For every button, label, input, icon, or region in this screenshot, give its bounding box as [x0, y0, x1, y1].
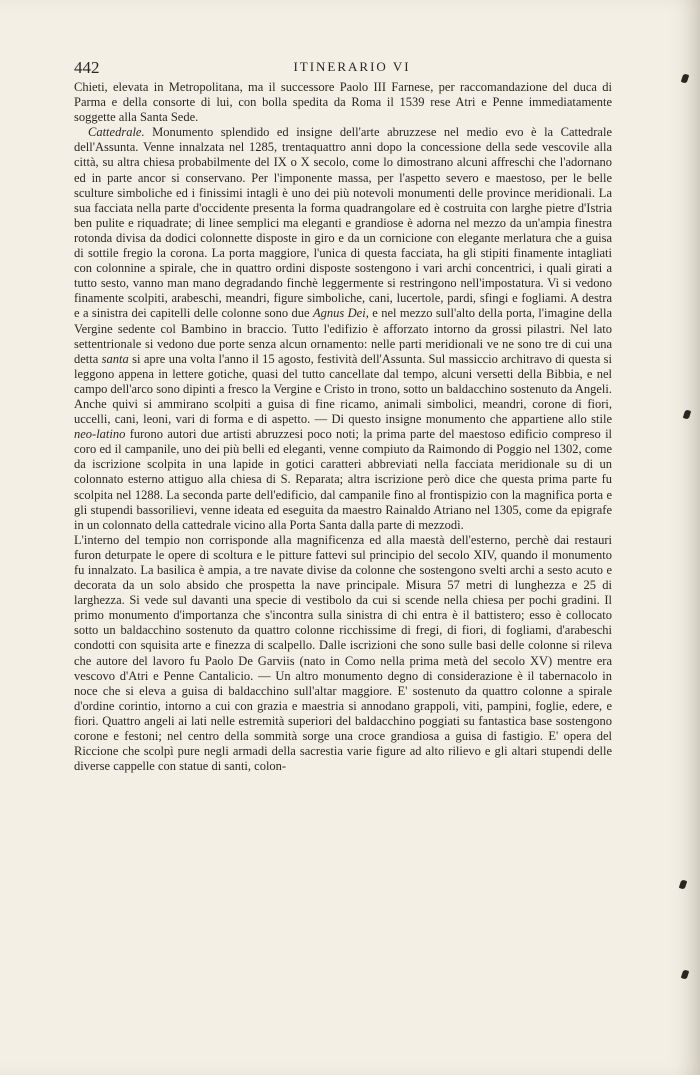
- paragraph-interno: L'interno del tempio non corrisponde alla magnificenza ed alla maestà dell'esterno, perchè dai restauri furon deturpate le opere di scoltura e le pitture fattevi sul principio del secolo XIV, quando il monumento fu innalzato. La basilica è ampia, a tre navate divise da colonne che sostengono svelti archi a sesto acuto e decorata da un solo absido che prospetta la nave principale. Misura 57 metri di lunghezza e 25 di larghezza. Si vede sul davanti una specie di vestibolo da cui si scende nella chiesa per pochi gradini. Il primo monumento d'importanza che s'incontra sulla sinistra di chi entra è il battistero; esso è collocato sotto un baldacchino sostenuto da quattro colonne ricchissime di fregi, di fiori, di fogliami, d'arabeschi condotti con squisita arte e finezza di scalpello. Dalle iscrizioni che sono sulle basi delle colonne si rileva che autore del lavoro fu Paolo De Garviis (nato in Como nella prima metà del secolo XV) mentre era vescovo d'Atri e Penne Cantalicio. — Un altro monumento degno di considerazione è il tabernacolo in noce che si eleva a guisa di baldacchino sull'altar maggiore. E' sostenuto da quattro colonne a spirale d'ordine corintio, intorno a cui con grazia e maestria si annodano grappoli, viti, pampini, foglie, edere, e fiori. Quattro angeli ai lati nelle estremità superiori del baldacchino poggiati su fantastica base sostengono corone e festoni; nel centro della sommità sorge una croce grandiosa a guisa di fastigio. E' opera del Riccione che scolpì pure negli armadi della sacrestia varie figure ad alto rilievo e gli altari stupendi delle diverse cappelle con statue di santi, colon-: [74, 532, 612, 774]
- agnus-dei-term: Agnus Dei,: [312, 306, 369, 321]
- margin-ink-mark: [681, 969, 689, 979]
- paragraph-intro: Chieti, elevata in Metropolitana, ma il successore Paolo III Farnese, per raccomandazione del duca di Parma e della consorte di lui, con bolla spedita da Roma il 1539 rese Atri e Penne immediatamente soggette alla Santa Sede.: [74, 80, 612, 125]
- page-number: 442: [74, 58, 100, 77]
- paragraph-cattedrale-text-a: Monumento splendido ed insigne dell'arte abruzzese nel medio evo è la Cattedrale dell'Assunta. Venne innalzata nel 1285, trentaquattro anni dopo la concessione della sede vescovile alla città, su altra chiesa probabilmente del IX o X secolo, come lo dimostrano alcuni affreschi che l'adornano ed in parte ancor si conservano. Per l'imponente massa, per l'aspetto severo e maestoso, per le belle sculture simboliche ed i finissimi intagli è uno dei più notevoli monumenti delle province meridionali. La sua facciata nella parte d'occidente presenta la forma quadrangolare ed è costruita con larghe pietre d'Istria ben pulite e riquadrate; di linee semplici ma eleganti e grandiose è adorna nel mezzo da un'ampia finestra rotonda divisa da dodici colonnette disposte in giro e da un cornicione con elegante merlatura che a guisa di sottile fregio la corona. La porta maggiore, l'unica di questa facciata, ha gli stipiti finamente intagliati con colonnine a spirale, che in quattro ordini disposte sostengono i vari archi concentrici, i quali girati a tutto sesto, vanno man mano degradando finchè leggermente si restringono nell'impostatura. Vi si vedono finamente scolpiti, arabeschi, meandri, figure simboliche, cani, lucertole, pardi, sfingi e fogliami. A destra e a sinistra dei capitelli delle colonne sono due: [74, 125, 612, 321]
- body-text: [74, 80, 612, 774]
- margin-ink-mark: [681, 73, 689, 83]
- paragraph-cattedrale-text-c: si apre una volta l'anno il 15 agosto, festività dell'Assunta. Sul massiccio architravo di questa si leggono appena in lettere gotiche, quasi del tutto cancellate dal tempo, alcuni versetti della Bibbia, e nel campo dell'arco sono dipinti a fresco la Vergine e Cristo in trono, sotto un baldacchino sostenuto da Angeli. Anche quivi si ammirano scolpiti a guisa di fine ricamo, animali simbolici, meandri, corone di fiori, uccelli, cani, leoni, vari di forma e di aspetto. — Di questo insigne monumento che appartiene allo stile: [74, 351, 613, 427]
- margin-ink-mark: [683, 409, 691, 419]
- neo-latino-term: neo-latino: [74, 427, 126, 442]
- paragraph-cattedrale-text-d: furono autori due artisti abruzzesi poco noti; la prima parte del maestoso edificio compreso il coro ed il campanile, uno dei più belli ed eleganti, venne compiuto da Raimondo di Poggio nel 1302, come da iscrizione scolpita in una lapide in gotici caratteri abbreviati nella facciata meridionale su di un colonnato esterno attiguo alla chiesa di S. Reparata; altra iscrizione però dice che questa prima parte fu scolpita nel 1288. La seconda parte dell'edificio, dal campanile fino al frontispizio con la magnifica porta e gli stupendi bassorilievi, venne ideata ed eseguita da maestro Rainaldo Atriano nel 1305, come da epigrafe in un colonnato della cattedrale vicino alla Porta Santa dalla parte di mezzodì.: [74, 427, 613, 532]
- section-label-cattedrale: Cattedrale.: [88, 125, 145, 140]
- margin-ink-mark: [679, 879, 687, 889]
- page-header: [74, 58, 630, 80]
- running-title: ITINERARIO VI: [293, 59, 411, 74]
- santa-term: santa: [101, 351, 129, 366]
- paragraph-cattedrale: [74, 125, 612, 533]
- paragraph-cattedrale-text-b: e nel mezzo sull'alto della porta, l'imagine della Vergine sedente col Bambino in braccio. Tutto l'edifizio è afforzato intorno da grossi pilastri. Nel lato settentrionale si vedono due porte senza alcun ornamento: nelle parti meridionali ve ne sono tre di cui una detta: [74, 306, 613, 366]
